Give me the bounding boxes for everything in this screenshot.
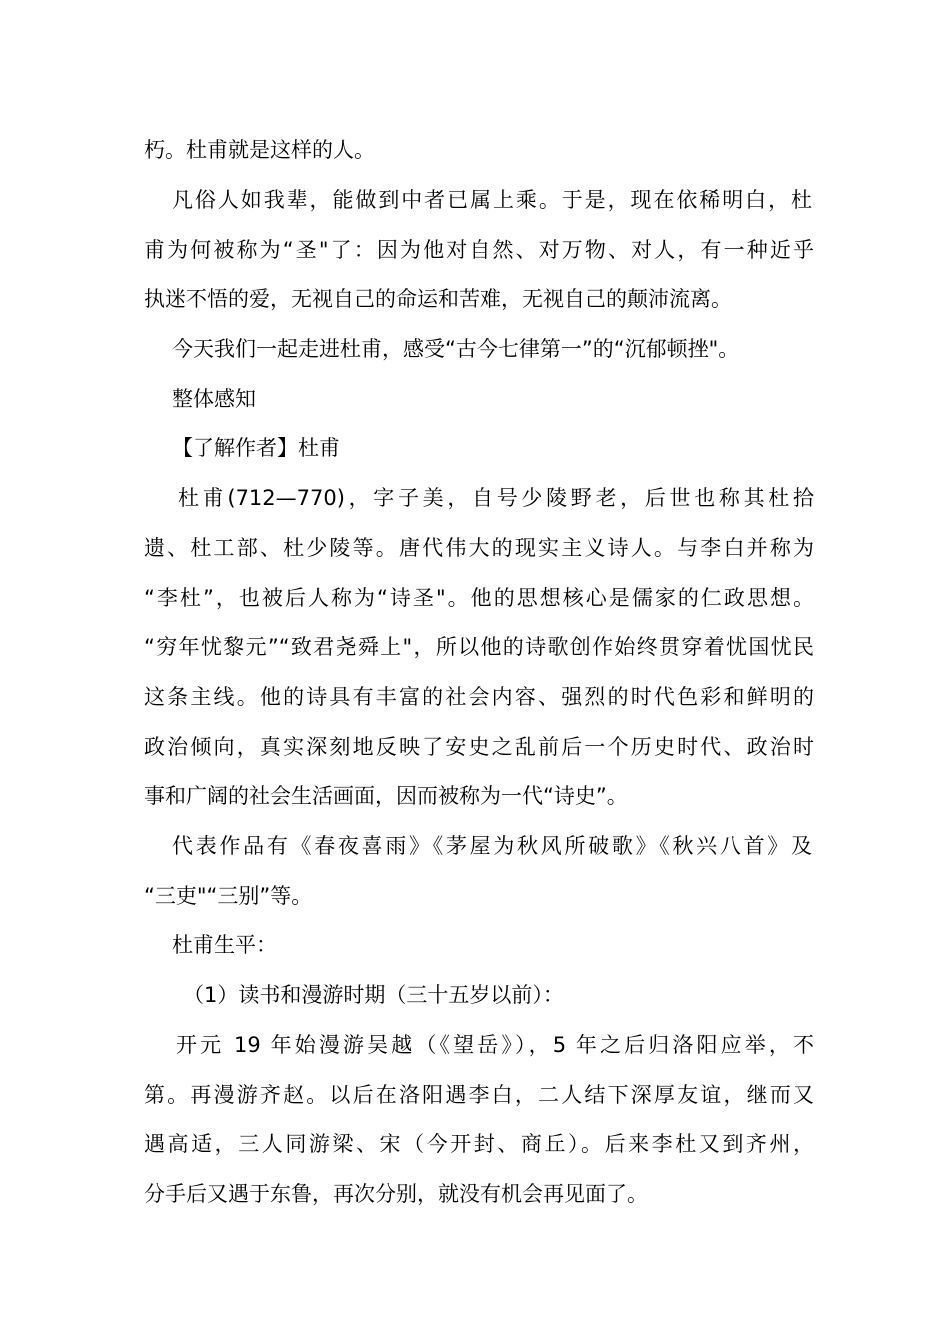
text-line: “李杜”，也被后人称为“诗圣"。他的思想核心是儒家的仁政思想。 [144, 586, 814, 610]
text-line: 开元 19 年始漫游吴越（《望岳》），5 年之后归洛阳应举，不 [176, 1033, 814, 1057]
text-line: 这条主线。他的诗具有丰富的社会内容、强烈的时代色彩和鲜明的 [144, 685, 814, 709]
text-line: 分手后又遇于东鲁，再次分别，就没有机会再见面了。 [144, 1182, 648, 1206]
text-line: 凡俗人如我辈，能做到中者已属上乘。于是，现在依稀明白，杜 [172, 188, 812, 212]
text-line: 代表作品有《春夜喜雨》《茅屋为秋风所破歌》《秋兴八首》及 [172, 834, 812, 858]
text-line: 今天我们一起走进杜甫，感受“古今七律第一”的“沉郁顿挫"。 [172, 337, 740, 361]
text-line: 杜甫(712—770)，字子美，自号少陵野老，后世也称其杜拾 [178, 486, 814, 510]
text-line: 遇高适，三人同游梁、宋（今开封、商丘）。后来李杜又到齐州， [144, 1132, 814, 1156]
text-line: “穷年忧黎元”“致君尧舜上"，所以他的诗歌创作始终贯穿着忧国忧民 [144, 635, 814, 659]
text-line: 执迷不悟的爱，无视自己的命运和苦难，无视自己的颠沛流离。 [144, 287, 732, 311]
text-line: 遗、杜工部、杜少陵等。唐代伟大的现实主义诗人。与李白并称为 [144, 536, 814, 560]
section-heading: 杜甫生平： [172, 933, 277, 957]
text-line: 甫为何被称为“圣"了：因为他对自然、对万物、对人，有一种近乎 [144, 238, 814, 262]
text-line: 第。再漫游齐赵。以后在洛阳遇李白，二人结下深厚友谊，继而又 [144, 1083, 814, 1107]
text-line: 朽。杜甫就是这样的人。 [144, 138, 375, 162]
section-heading: 整体感知 [172, 387, 256, 411]
section-heading: 【了解作者】杜甫 [172, 436, 340, 460]
text-line: 事和广阔的社会生活画面，因而被称为一代“诗史”。 [144, 784, 628, 808]
section-heading: （1）读书和漫游时期（三十五岁以前）： [183, 983, 564, 1007]
text-line: 政治倾向，真实深刻地反映了安史之乱前后一个历史时代、政治时 [144, 735, 814, 759]
text-line: “三吏"“三别”等。 [144, 884, 313, 908]
